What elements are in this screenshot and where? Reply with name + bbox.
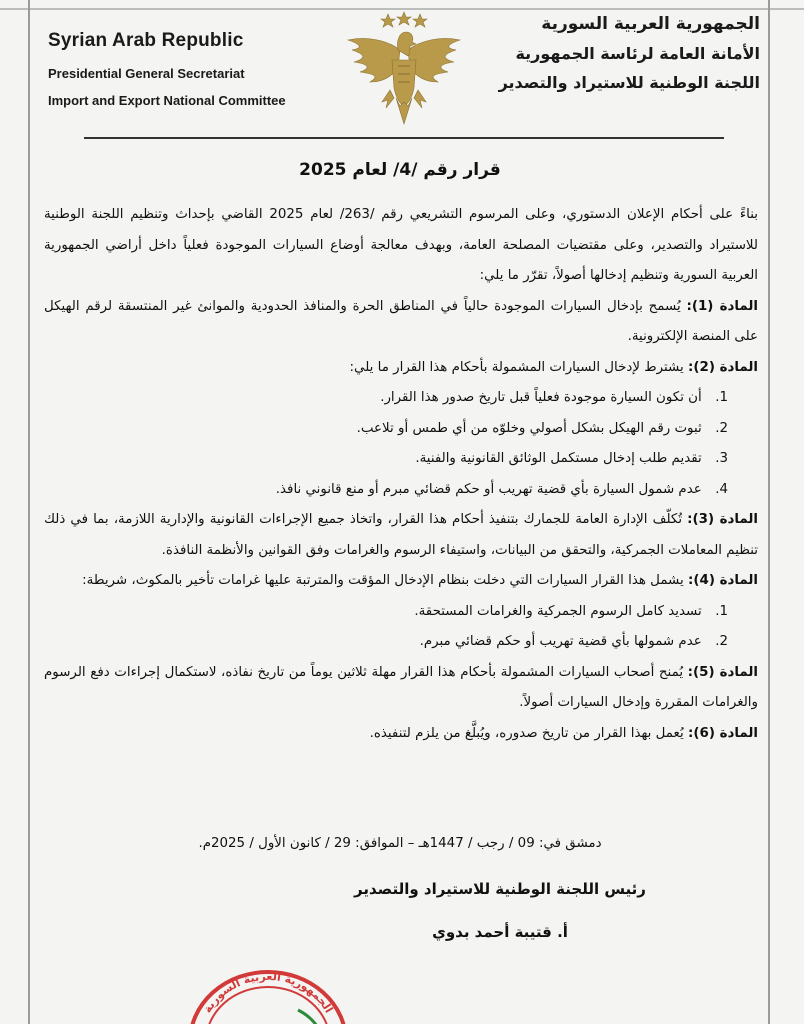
article-text: يُسمح بإدخال السيارات الموجودة حالياً في المناطق الحرة والمنافذ الحدودية والموانئ غير المنتسقة لرقم الهيكل على المنصة الإلكترونية. <box>44 298 758 344</box>
article-label: المادة (5): <box>687 664 759 680</box>
svg-text:الجمهورية العربية السورية <box>201 970 336 1015</box>
scan-edge-right <box>768 0 770 1024</box>
article-label: المادة (4): <box>688 573 758 588</box>
article-text: يُمنح أصحاب السيارات المشمولة بأحكام هذا القرار مهلة ثلاثين يوماً من تاريخ نفاذه، لاستكمال إجراءات دفع الرسوم والغرامات المقررة وإدخال السيارات أصولاً. <box>44 664 758 710</box>
item-number: 2. <box>715 420 728 436</box>
header-divider <box>84 137 724 139</box>
decision-body <box>44 200 758 749</box>
article-2 <box>44 353 758 384</box>
article-5 <box>44 658 758 719</box>
scan-edge-left <box>28 0 30 1024</box>
item-text: تسديد كامل الرسوم الجمركية والغرامات المستحقة. <box>414 603 702 619</box>
item-text: عدم شمولها بأي قضية تهريب أو حكم قضائي مبرم. <box>419 634 702 649</box>
item-text: تقديم طلب إدخال مستكمل الوثائق القانونية والفنية. <box>415 451 702 466</box>
article-6 <box>44 719 758 750</box>
article-1 <box>44 292 758 353</box>
list-item <box>44 383 758 414</box>
article-text: يشمل هذا القرار السيارات التي دخلت بنظام الإدخال المؤقت والمترتبة عليها غرامات تأخير بالمكوث، شريطة: <box>82 573 684 588</box>
item-number: 1. <box>715 603 728 619</box>
list-item <box>44 414 758 445</box>
header-english <box>48 30 348 108</box>
item-number: 2. <box>715 634 728 649</box>
article-text: يشترط لإدخال السيارات المشمولة بأحكام هذا القرار ما يلي: <box>349 359 684 375</box>
header-arabic <box>460 14 760 92</box>
official-stamp-icon <box>178 950 358 1024</box>
eagle-emblem-icon <box>342 10 466 128</box>
preamble: بناءً على أحكام الإعلان الدستوري، وعلى المرسوم التشريعي رقم /263/ لعام 2025 القاضي بإحداث وتنظيم اللجنة الوطنية للاستيراد والتصدير، وعلى مقتضيات المصلحة العامة، وبهدف معالجة أوضاع السيارات الموجودة فعلياً داخل أراضي الجمهورية العربية السورية وتنظيم إدخالها أصولاً، تقرّر ما يلي: <box>44 207 758 283</box>
article-label: المادة (6): <box>688 725 758 741</box>
decision-title: قرار رقم /4/ لعام 2025 <box>299 160 501 180</box>
header-ar-line1: الجمهورية العربية السورية <box>541 14 760 34</box>
issue-date: دمشق في: 09 / رجب / 1447هـ – الموافق: 29 / كانون الأول / 2025م. <box>198 836 602 851</box>
header-ar-line3: اللجنة الوطنية للاستيراد والتصدير <box>498 73 760 92</box>
signatory-title: رئيس اللجنة الوطنية للاستيراد والتصدير <box>354 880 646 898</box>
item-text: عدم شمول السيارة بأي قضية تهريب أو حكم قضائي مبرم أو منع قانوني نافذ. <box>275 481 702 497</box>
article-4 <box>44 566 758 597</box>
list-item <box>44 475 758 506</box>
list-item <box>44 597 758 628</box>
header-ar-line2: الأمانة العامة لرئاسة الجمهورية <box>515 44 760 63</box>
article-text: يُعمل بهذا القرار من تاريخ صدوره، ويُبلَّغ من يلزم لتنفيذه. <box>369 725 684 741</box>
item-number: 4. <box>715 481 728 497</box>
item-number: 3. <box>715 451 728 466</box>
list-item <box>44 444 758 475</box>
article-label: المادة (3): <box>687 512 758 527</box>
list-item <box>44 627 758 658</box>
article-label: المادة (1): <box>686 298 758 314</box>
header-en-line3: Import and Export National Committee <box>48 93 286 108</box>
stamp-text: الجمهورية العربية السورية <box>200 969 336 1016</box>
article-text: تُكلّف الإدارة العامة للجمارك بتنفيذ أحكام هذا القرار، واتخاذ جميع الإجراءات القانونية والإدارية اللازمة، بما في ذلك تنظيم المعاملات الجمركية، والتحقق من البيانات، واستيفاء الرسوم والغرامات وفق القوانين والأنظمة النافذة. <box>44 512 758 558</box>
item-text: ثبوت رقم الهيكل بشكل أصولي وخلوّه من أي طمس أو تلاعب. <box>356 420 702 436</box>
signatory-name: أ. قتيبة أحمد بدوي <box>432 923 568 941</box>
article-3 <box>44 505 758 566</box>
item-number: 1. <box>715 390 728 405</box>
header-en-line2: Presidential General Secretariat <box>48 66 245 81</box>
header-en-line1: Syrian Arab Republic <box>48 30 244 51</box>
item-text: أن تكون السيارة موجودة فعلياً قبل تاريخ صدور هذا القرار. <box>380 390 702 405</box>
article-label: المادة (2): <box>688 359 758 375</box>
